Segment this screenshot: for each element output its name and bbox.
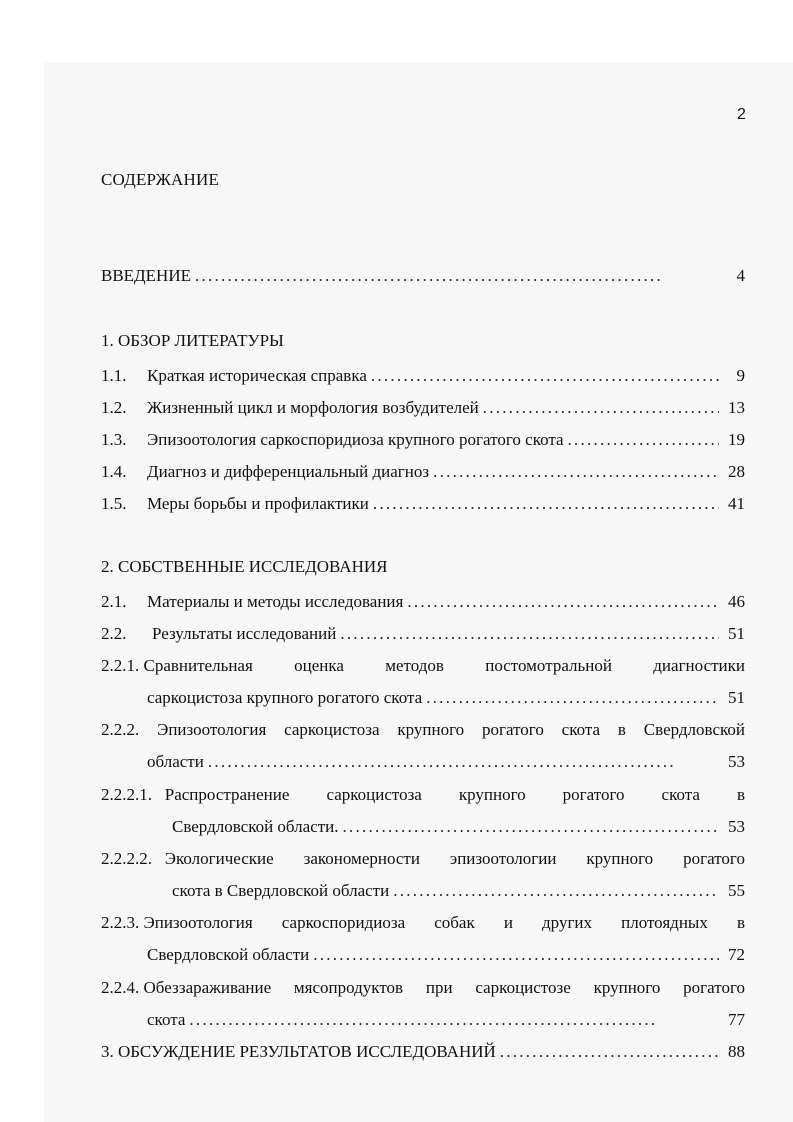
toc-entry-number: 2.2. — [101, 624, 127, 643]
leader-dots — [483, 396, 719, 420]
toc-word: Эпизоотология — [157, 720, 267, 739]
toc-word: рогатого — [683, 849, 745, 868]
toc-entry-label: Результаты исследований — [152, 624, 337, 643]
chapter-1-heading[interactable]: 1. ОБЗОР ЛИТЕРАТУРЫ — [101, 331, 284, 350]
toc-word: методов — [385, 656, 444, 675]
toc-entry-2-2-4-line2[interactable] — [147, 1008, 745, 1032]
toc-word: других — [542, 913, 593, 932]
toc-entry-label: Краткая историческая справка — [147, 366, 367, 385]
toc-word: рогатого — [481, 720, 544, 739]
leader-dots — [343, 815, 719, 839]
toc-word: скота — [561, 720, 601, 739]
toc-entry-number: 1.3. — [101, 430, 127, 449]
toc-word: плотоядных — [621, 913, 708, 932]
toc-entry-2-2-1-line1[interactable] — [101, 654, 745, 678]
toc-entry[interactable] — [101, 428, 745, 452]
toc-entry[interactable] — [101, 622, 745, 646]
toc-entry[interactable] — [101, 460, 745, 484]
leader-dots — [208, 750, 719, 774]
toc-entry-number-word: 2.2.1. Сравнительная — [101, 656, 253, 675]
toc-entry-number-word: 2.2.4. Обеззараживание — [101, 978, 272, 997]
toc-word: саркоцистоза — [284, 720, 380, 739]
toc-entry-2-2-2-2-line1[interactable] — [101, 847, 745, 871]
toc-word: крупного — [586, 849, 654, 868]
toc-entry-2-2-3-line2[interactable] — [147, 943, 745, 967]
toc-entry[interactable] — [101, 364, 745, 388]
toc-entry-label: скота в Свердловской области — [172, 881, 390, 900]
toc-entry-number-word: 2.2.2.2. Экологические — [101, 849, 274, 868]
toc-entry-page: 72 — [728, 945, 745, 964]
toc-word: в — [736, 785, 745, 804]
toc-entry-number: 1.1. — [101, 366, 127, 385]
toc-entry-page: 55 — [728, 881, 745, 900]
toc-entry-label: Материалы и методы исследования — [147, 592, 404, 611]
toc-title: СОДЕРЖАНИЕ — [101, 170, 220, 189]
toc-entry-2-2-2-line2[interactable] — [147, 750, 745, 774]
toc-word: при — [425, 978, 453, 997]
chapter-2-heading[interactable]: 2. СОБСТВЕННЫЕ ИССЛЕДОВАНИЯ — [101, 557, 388, 576]
leader-dots — [195, 264, 719, 288]
toc-word: Свердловской — [643, 720, 745, 739]
chapter-3-heading: 3. ОБСУЖДЕНИЕ РЕЗУЛЬТАТОВ ИССЛЕДОВАНИЙ — [101, 1042, 496, 1061]
toc-word: собак — [434, 913, 475, 932]
toc-entry-intro[interactable] — [101, 264, 745, 288]
toc-entry-page: 51 — [728, 688, 745, 707]
toc-word: диагностики — [653, 656, 745, 675]
leader-dots — [340, 622, 719, 646]
toc-entry-2-2-1-line2[interactable] — [147, 686, 745, 710]
toc-word: скота — [661, 785, 700, 804]
leader-dots — [373, 492, 719, 516]
toc-entry-label: Жизненный цикл и морфология возбудителей — [147, 398, 479, 417]
toc-entry-2-2-2-1-line2[interactable] — [172, 815, 745, 839]
toc-entry-page: 41 — [728, 494, 745, 513]
toc-word: в — [736, 913, 745, 932]
leader-dots — [371, 364, 719, 388]
toc-entry-page: 9 — [736, 366, 745, 385]
toc-word: в — [617, 720, 626, 739]
toc-entry-number-word: 2.2.2.1. Распространение — [101, 785, 290, 804]
toc-entry-number: 1.2. — [101, 398, 127, 417]
toc-entry-2-2-3-line1[interactable] — [101, 911, 745, 935]
toc-word: саркоспоридиоза — [281, 913, 406, 932]
toc-entry-page: 46 — [728, 592, 745, 611]
toc-word: рогатого — [683, 978, 745, 997]
toc-entry[interactable] — [101, 590, 745, 614]
page-number: 2 — [737, 106, 746, 123]
toc-entry-label: Диагноз и дифференциальный диагноз — [147, 462, 430, 481]
toc-entry-chapter-3[interactable] — [101, 1040, 745, 1064]
toc-entry-page: 13 — [728, 398, 745, 417]
toc-word: рогатого — [562, 785, 625, 804]
toc-entry-page: 4 — [736, 266, 745, 285]
leader-dots — [393, 879, 719, 903]
toc-word: эпизоотологии — [449, 849, 557, 868]
toc-word: закономерности — [303, 849, 420, 868]
leader-dots — [433, 460, 719, 484]
toc-entry-label: области — [147, 752, 204, 771]
toc-entry-label: Свердловской области. — [172, 817, 339, 836]
toc-entry-page: 53 — [728, 752, 745, 771]
toc-entry-page: 51 — [728, 624, 745, 643]
toc-entry-2-2-2-2-line2[interactable] — [172, 879, 745, 903]
toc-entry[interactable] — [101, 396, 745, 420]
toc-word: крупного — [397, 720, 465, 739]
leader-dots — [500, 1040, 719, 1064]
toc-entry-number: 1.4. — [101, 462, 127, 481]
toc-entry-page: 77 — [728, 1010, 745, 1029]
toc-entry-number: 2.2.2. — [101, 720, 140, 739]
toc-entry-label: саркоцистоза крупного рогатого скота — [147, 688, 423, 707]
toc-word: и — [503, 913, 513, 932]
toc-word: крупного — [458, 785, 526, 804]
toc-word: постомотральной — [485, 656, 612, 675]
toc-entry-2-2-2-line1[interactable] — [101, 718, 745, 742]
toc-entry-2-2-2-1-line1[interactable] — [101, 783, 745, 807]
toc-entry-label: ВВЕДЕНИЕ — [101, 266, 191, 285]
toc-entry-page: 28 — [728, 462, 745, 481]
leader-dots — [426, 686, 719, 710]
toc-entry-number: 2.1. — [101, 592, 127, 611]
leader-dots — [189, 1008, 719, 1032]
toc-entry-label: Меры борьбы и профилактики — [147, 494, 369, 513]
toc-entry-label: Эпизоотология саркоспоридиоза крупного рогатого скота — [147, 430, 564, 449]
toc-entry-page: 88 — [728, 1042, 745, 1061]
toc-entry-2-2-4-line1[interactable] — [101, 976, 745, 1000]
leader-dots — [407, 590, 719, 614]
toc-entry-label: Свердловской области — [147, 945, 310, 964]
toc-word: крупного — [593, 978, 661, 997]
toc-entry-number-word: 2.2.3. Эпизоотология — [101, 913, 253, 932]
toc-word: саркоцистозе — [475, 978, 571, 997]
toc-entry[interactable] — [101, 492, 745, 516]
toc-entry-label: скота — [147, 1010, 186, 1029]
toc-word: оценка — [294, 656, 344, 675]
toc-word: саркоцистоза — [326, 785, 422, 804]
toc-entry-page: 53 — [728, 817, 745, 836]
toc-word: мясопродуктов — [293, 978, 404, 997]
toc-entry-page: 19 — [728, 430, 745, 449]
leader-dots — [313, 943, 719, 967]
leader-dots — [568, 428, 719, 452]
toc-entry-number: 1.5. — [101, 494, 127, 513]
